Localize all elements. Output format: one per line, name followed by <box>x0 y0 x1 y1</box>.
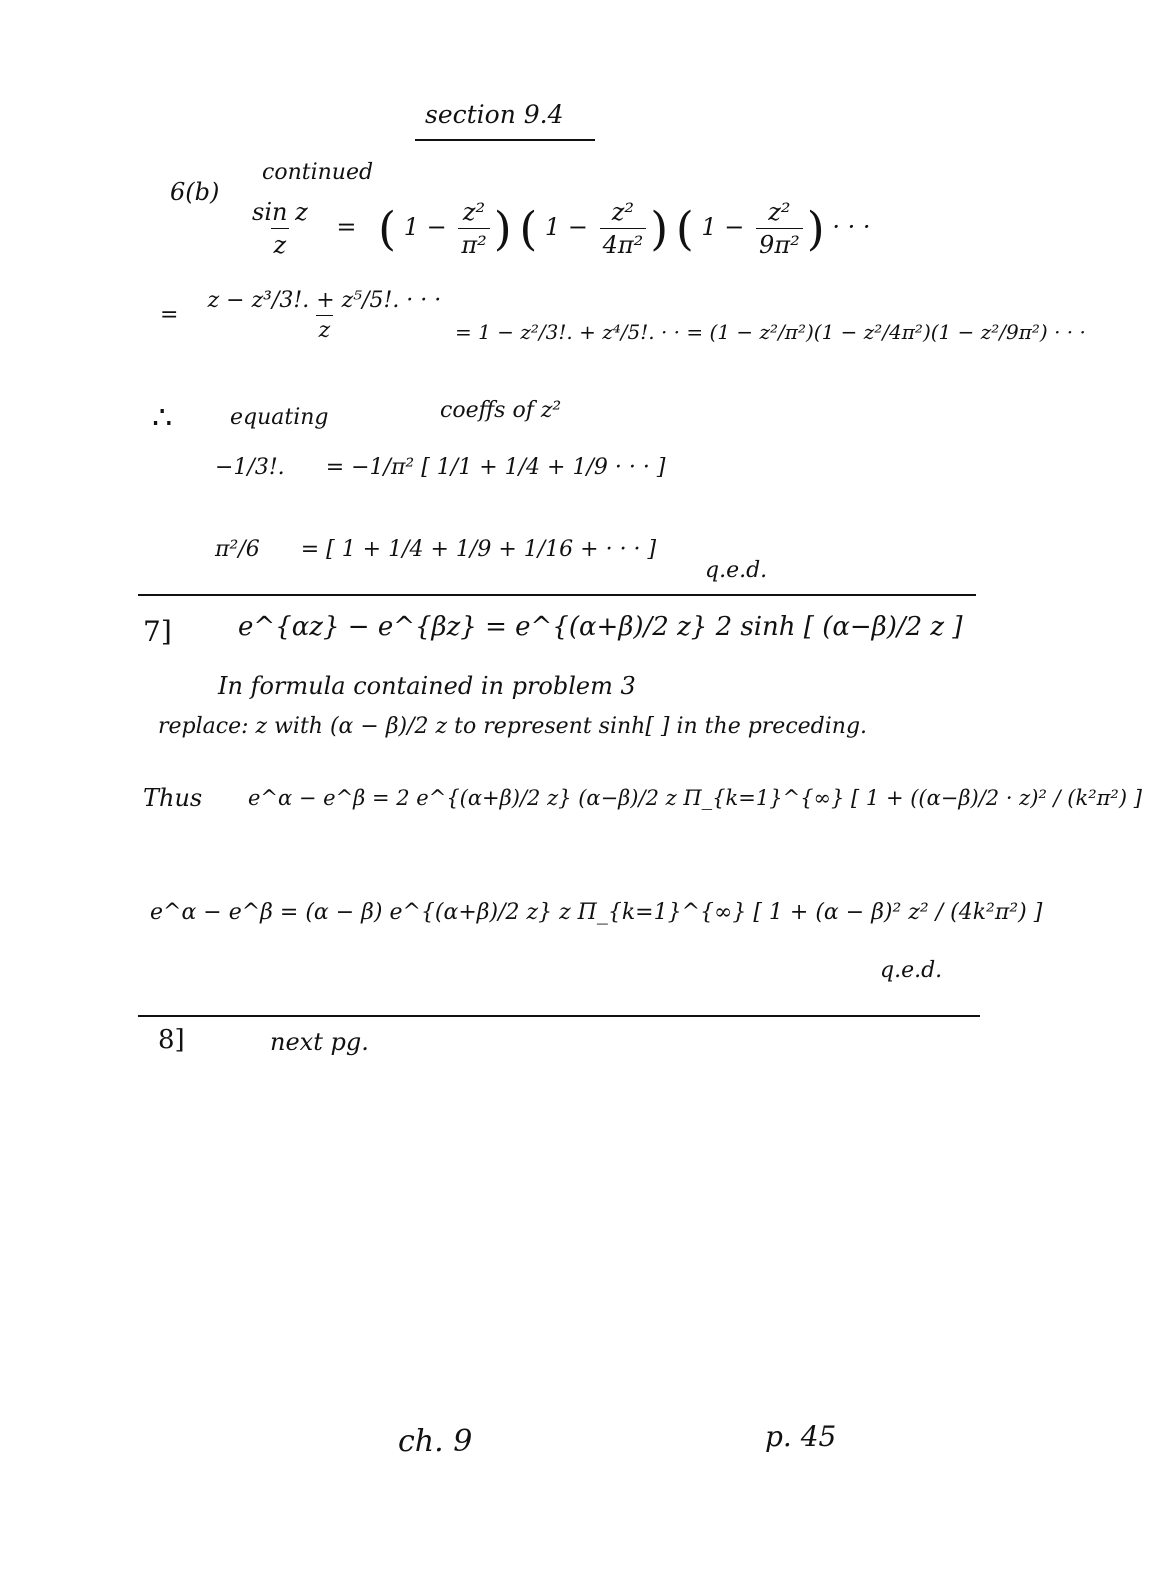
replace-instruction-text: replace: z with (α − β)/2 z to represent sinh[ ] in the preceding. <box>158 714 868 739</box>
coefficient-equation: −1/3!. = −1/π² [ 1/1 + 1/4 + 1/9 · · · ] <box>215 455 666 480</box>
next-page-note: next pg. <box>270 1028 369 1056</box>
chapter-label: ch. 9 <box>398 1424 473 1459</box>
continued-label: continued <box>262 160 374 185</box>
series-expansion-rhs: = 1 − z²/3!. + z⁴/5!. · · = (1 − z²/π²)(1 − z²/4π²)(1 − z²/9π²) · · · <box>455 320 1086 344</box>
thus-label: Thus <box>143 784 203 812</box>
section-divider-1 <box>138 594 976 596</box>
qed-7: q.e.d. <box>880 958 943 983</box>
therefore-symbol: ∴ <box>152 398 173 436</box>
equating-label: equating <box>230 405 329 430</box>
qed-6b: q.e.d. <box>705 558 768 583</box>
section-divider-2 <box>138 1015 980 1017</box>
problem-8-label: 8] <box>158 1025 185 1055</box>
formula-reference-text: In formula contained in problem 3 <box>218 672 636 700</box>
series-expansion-fraction: = $\frac{\text{z − z³/3!. + z⁵/5!. · · ·}}{z}$ <box>160 288 442 343</box>
problem-7-label: 7] <box>143 615 172 648</box>
problem-6b-label: 6(b) <box>170 178 220 206</box>
page-number: p. 45 <box>765 1420 837 1453</box>
sinh-identity-equation: e^{αz} − e^{βz} = e^{(α+β)/2 z} 2 sinh [ (α−β)/2 z ] <box>238 612 963 642</box>
final-product-equation: e^α − e^β = (α − β) e^{(α+β)/2 z} z Π_{k=1}^{∞} [ 1 + (α − β)² z² / (4k²π²) ] <box>150 900 1043 925</box>
coeffs-label: coeffs of z² <box>440 398 562 423</box>
product-substitution-equation: e^α − e^β = 2 e^{(α+β)/2 z} (α−β)/2 z Π_{k=1}^{∞} [ 1 + ((α−β)/2 · z)² / (k²π²) ] <box>248 786 1142 810</box>
basel-result-equation: π²/6 = [ 1 + 1/4 + 1/9 + 1/16 + · · · ] <box>215 537 657 562</box>
section-title-underline <box>415 139 595 141</box>
sin-product-equation: $\frac{\text{sin z}}{z}$ = ( 1 − $\frac{\text{z²}}{\text{π²}}$ ) ( 1 − $\frac{\text{z²}}{\text{4π²}}$ ) ( 1 − $\frac{\text{z²}}{\text{9π²}}$ ) · · · <box>252 198 871 259</box>
section-title: section 9.4 <box>425 100 564 129</box>
